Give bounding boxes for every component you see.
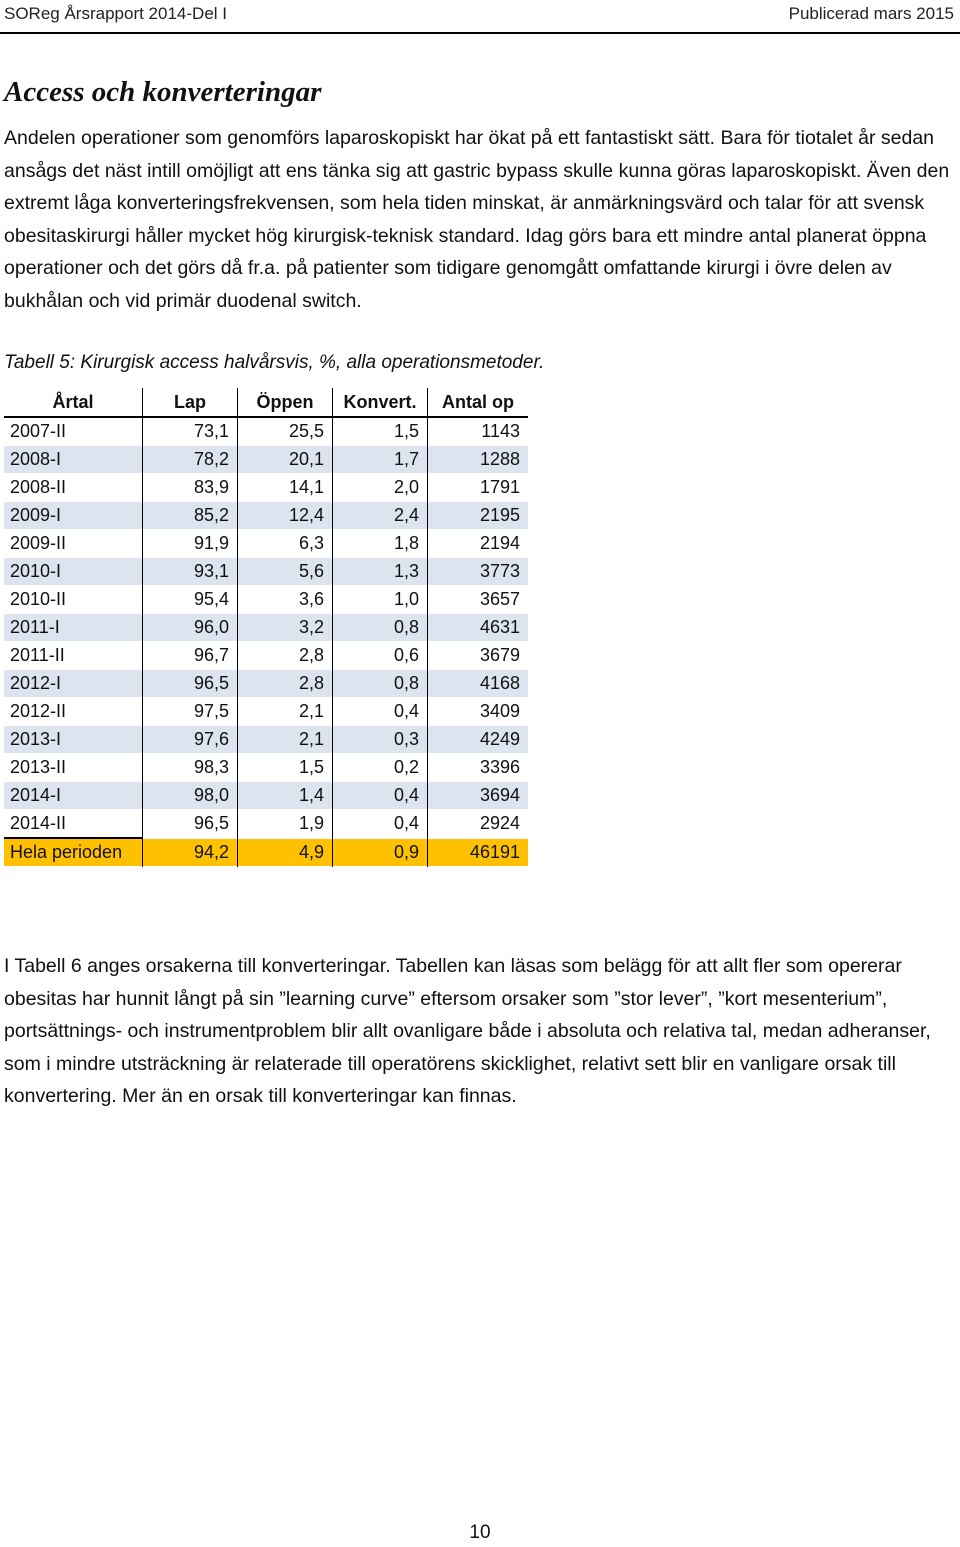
lap-cell: 96,7 [143, 642, 238, 670]
total-antal-cell: 46191 [428, 838, 529, 867]
konvert-cell: 1,3 [333, 558, 428, 586]
antal-cell: 1143 [428, 417, 529, 446]
oppen-cell: 2,1 [238, 726, 333, 754]
lap-cell: 85,2 [143, 502, 238, 530]
year-cell: 2012-I [4, 670, 143, 698]
table-row [4, 754, 528, 782]
lap-cell: 97,6 [143, 726, 238, 754]
table-row [4, 782, 528, 810]
antal-cell: 1791 [428, 474, 529, 502]
year-cell: 2012-II [10, 701, 67, 721]
oppen-cell: 3,2 [238, 614, 333, 642]
total-oppen-cell: 4,9 [238, 838, 333, 867]
section-title: Access och konverteringar [4, 76, 322, 108]
year-cell: 2007-II [10, 421, 67, 441]
table-row [4, 670, 528, 698]
konvert-cell: 0,4 [333, 810, 428, 839]
lap-cell: 98,3 [143, 754, 238, 782]
access-table [4, 388, 528, 867]
konvert-cell: 0,4 [333, 698, 428, 726]
antal-cell: 3773 [428, 558, 529, 586]
table-row [4, 530, 528, 558]
lap-cell: 96,5 [143, 670, 238, 698]
table-caption: Tabell 5: Kirurgisk access halvårsvis, %, alla operationsmetoder. [4, 352, 545, 373]
year-cell: 2010-II [10, 589, 67, 609]
header-left: SOReg Årsrapport 2014-Del I [4, 4, 227, 23]
header-lap: Lap [143, 388, 238, 417]
year-cell: 2014-I [4, 782, 143, 810]
oppen-cell: 20,1 [238, 446, 333, 474]
konvert-cell: 0,2 [333, 754, 428, 782]
oppen-cell: 6,3 [238, 530, 333, 558]
konvert-cell: 2,0 [333, 474, 428, 502]
year-cell: 2014-II [10, 813, 67, 833]
header-divider [0, 32, 960, 34]
year-cell: 2013-I [4, 726, 143, 754]
oppen-cell: 3,6 [238, 586, 333, 614]
table-row [4, 614, 528, 642]
header-konvert: Konvert. [333, 388, 428, 417]
year-cell: 2013-II [10, 757, 67, 777]
antal-cell: 3694 [428, 782, 529, 810]
konvert-cell: 1,8 [333, 530, 428, 558]
lap-cell: 98,0 [143, 782, 238, 810]
year-cell: 2011-II [10, 645, 65, 665]
antal-cell: 2194 [428, 530, 529, 558]
oppen-cell: 2,8 [238, 670, 333, 698]
conversion-paragraph: I Tabell 6 anges orsakerna till konverteringar. Tabellen kan läsas som belägg för att allt fler som opererar obesitas har hunnit långt på sin ”learning curve” eftersom orsaker som ”stor lever”, ”kort mesenterium”, portsättnings- och instrumentproblem blir allt ovanligare både i absoluta och relativa tal, medan adheranser, som i mindre utsträckning är relaterade till operatörens skicklighet, relativt sett blir en vanligare orsak till konvertering. Mer än en orsak till konverteringar kan finnas. [4, 955, 931, 1107]
table-row [4, 586, 528, 614]
antal-cell: 4631 [428, 614, 529, 642]
table-total-row [4, 838, 528, 867]
oppen-cell: 2,1 [238, 698, 333, 726]
page-number: 10 [469, 1522, 491, 1543]
konvert-cell: 1,5 [333, 417, 428, 446]
table-row [4, 417, 528, 446]
antal-cell: 4249 [428, 726, 529, 754]
antal-cell: 3409 [428, 698, 529, 726]
year-cell: 2008-II [10, 477, 67, 497]
oppen-cell: 5,6 [238, 558, 333, 586]
konvert-cell: 0,8 [333, 614, 428, 642]
konvert-cell: 0,3 [333, 726, 428, 754]
total-lap-cell: 94,2 [143, 838, 238, 867]
lap-cell: 83,9 [143, 474, 238, 502]
oppen-cell: 2,8 [238, 642, 333, 670]
lap-cell: 97,5 [143, 698, 238, 726]
konvert-cell: 0,6 [333, 642, 428, 670]
lap-cell: 91,9 [143, 530, 238, 558]
antal-cell: 3657 [428, 586, 529, 614]
antal-cell: 3396 [428, 754, 529, 782]
oppen-cell: 12,4 [238, 502, 333, 530]
table-header-row [4, 388, 528, 417]
lap-cell: 78,2 [143, 446, 238, 474]
oppen-cell: 1,4 [238, 782, 333, 810]
oppen-cell: 25,5 [238, 417, 333, 446]
antal-cell: 4168 [428, 670, 529, 698]
table-row [4, 726, 528, 754]
lap-cell: 95,4 [143, 586, 238, 614]
lap-cell: 96,0 [143, 614, 238, 642]
intro-paragraph: Andelen operationer som genomförs laparoskopiskt har ökat på ett fantastiskt sätt. Bara för tiotalet år sedan ansågs det näst intill omöjligt att ens tänka sig att gastric bypass skulle kunna göras laparoskopiskt. Även den extremt låga konverteringsfrekvensen, som hela tiden minskat, är anmärkningsvärd och talar för att svensk obesitaskirurgi håller mycket hög kirurgisk-teknisk standard. Idag görs bara ett mindre antal planerat öppna operationer och det görs då fr.a. på patienter som tidigare genomgått omfattande kirurgi i övre delen av bukhålan och vid primär duodenal switch. [4, 127, 950, 312]
year-cell: 2010-I [4, 558, 143, 586]
antal-cell: 2924 [428, 810, 529, 839]
table-row [4, 810, 528, 839]
year-cell: 2009-I [4, 502, 143, 530]
year-cell: 2009-II [10, 533, 67, 553]
table-row [4, 558, 528, 586]
table-row [4, 698, 528, 726]
lap-cell: 73,1 [143, 417, 238, 446]
header-antal-op: Antal op [428, 388, 529, 417]
year-cell: 2008-I [4, 446, 143, 474]
header-oppen: Öppen [238, 388, 333, 417]
oppen-cell: 14,1 [238, 474, 333, 502]
antal-cell: 1288 [428, 446, 529, 474]
konvert-cell: 2,4 [333, 502, 428, 530]
table-row [4, 502, 528, 530]
table-row [4, 446, 528, 474]
antal-cell: 3679 [428, 642, 529, 670]
table-row [4, 642, 528, 670]
oppen-cell: 1,9 [238, 810, 333, 839]
total-year-cell: Hela perioden [4, 838, 143, 867]
total-konvert-cell: 0,9 [333, 838, 428, 867]
antal-cell: 2195 [428, 502, 529, 530]
konvert-cell: 1,7 [333, 446, 428, 474]
konvert-cell: 0,8 [333, 670, 428, 698]
konvert-cell: 0,4 [333, 782, 428, 810]
year-cell: 2011-I [4, 614, 143, 642]
table-row [4, 474, 528, 502]
header-right: Publicerad mars 2015 [788, 4, 954, 23]
lap-cell: 93,1 [143, 558, 238, 586]
oppen-cell: 1,5 [238, 754, 333, 782]
konvert-cell: 1,0 [333, 586, 428, 614]
lap-cell: 96,5 [143, 810, 238, 839]
header-artal: Årtal [52, 391, 94, 412]
